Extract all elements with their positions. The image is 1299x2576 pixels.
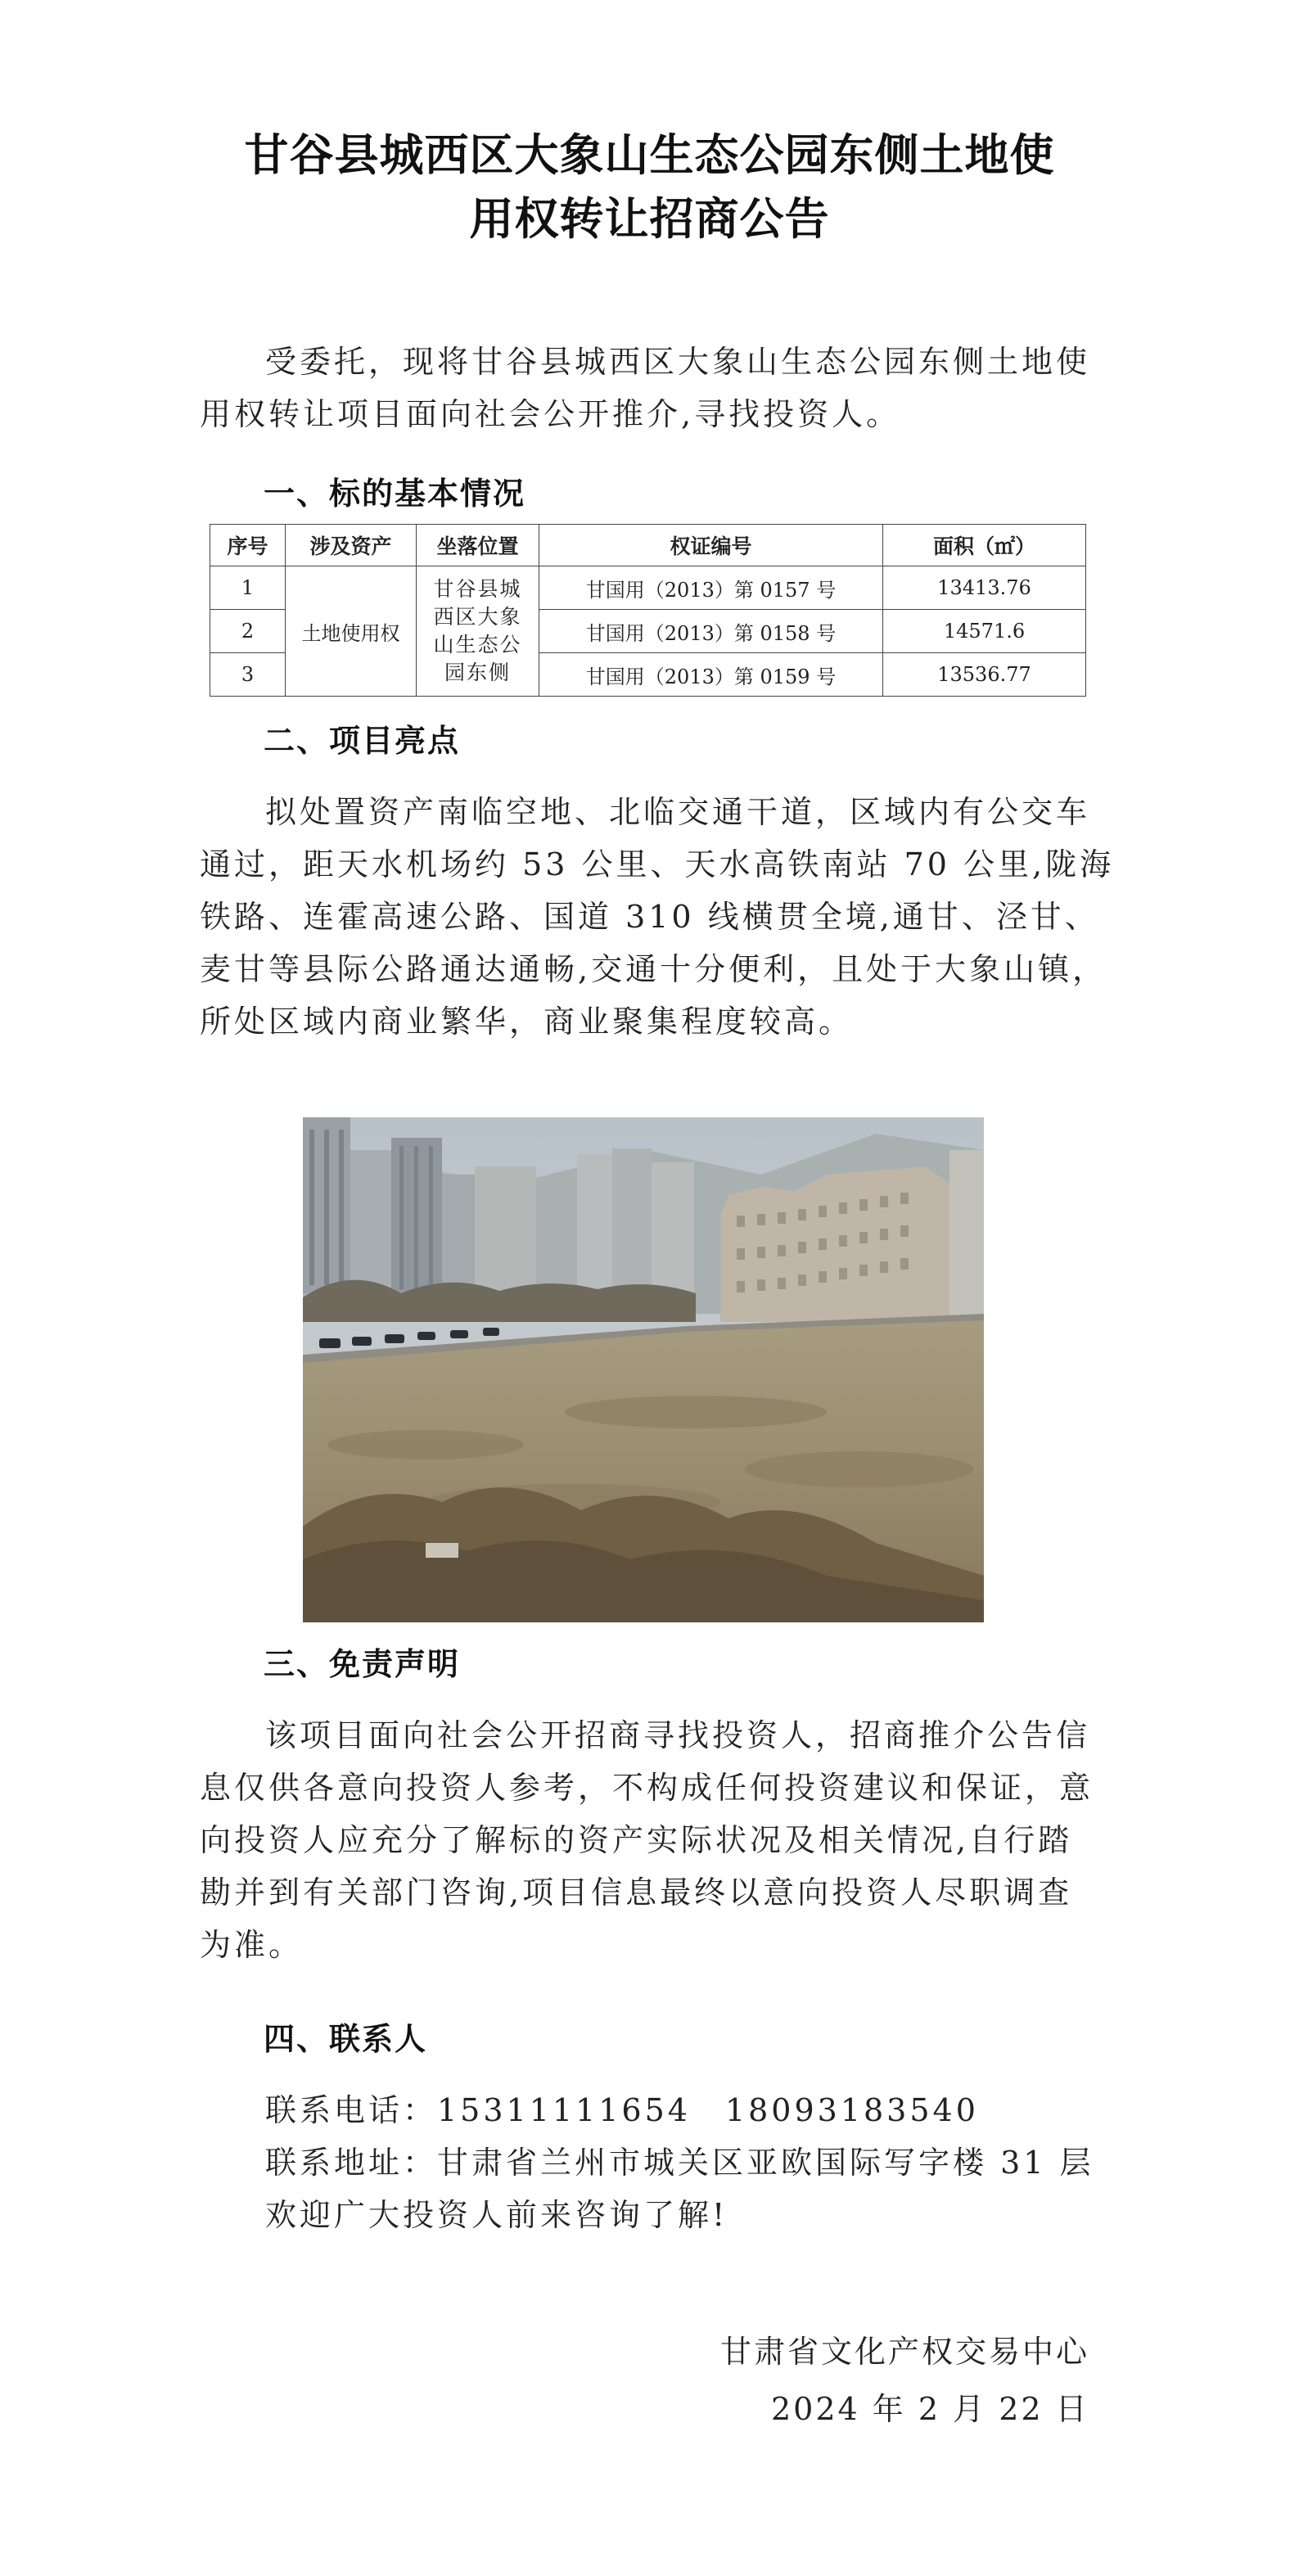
row-number-cell: 3 — [210, 653, 286, 697]
site-photo — [303, 1117, 984, 1622]
table-header-row — [210, 525, 1086, 566]
disclaimer-line: 该项目面向社会公开招商寻找投资人，招商推介公告信 — [265, 1717, 1091, 1753]
highlights-line: 所处区域内商业繁华，商业聚集程度较高。 — [200, 1004, 854, 1040]
section-heading-contact: 四、联系人 — [264, 2021, 428, 2057]
location-cell — [417, 566, 539, 697]
highlights-line: 铁路、连霍高速公路、国道 310 线横贯全境,通甘、泾甘、 — [200, 899, 1099, 935]
certificate-cell: 甘国用（2013）第 0159 号 — [539, 653, 883, 697]
table-header-cell: 坐落位置 — [417, 525, 539, 566]
section-heading-highlights: 二、项目亮点 — [264, 723, 461, 759]
contact-phone: 联系电话：15311111654 18093183540 — [265, 2092, 979, 2128]
asset-table — [210, 524, 1086, 697]
section-heading-basic-info: 一、标的基本情况 — [264, 476, 526, 512]
table-header-cell: 面积（㎡） — [883, 525, 1086, 566]
location-text-line: 西区大象 — [433, 605, 522, 629]
document-title-line-2: 用权转让招商公告 — [469, 193, 830, 245]
highlights-line: 拟处置资产南临空地、北临交通干道，区域内有公交车 — [265, 794, 1091, 830]
asset-type-cell: 土地使用权 — [286, 566, 417, 697]
welcome-text: 欢迎广大投资人前来咨询了解! — [265, 2197, 728, 2233]
issuer-organization: 甘肃省文化产权交易中心 — [720, 2334, 1090, 2370]
location-text-line: 山生态公 — [433, 633, 522, 656]
location-text-line: 园东侧 — [444, 661, 511, 684]
row-number-cell: 1 — [210, 566, 286, 610]
disclaimer-paragraph — [200, 1709, 1100, 1971]
document-title-line-1: 甘谷县城西区大象山生态公园东侧土地使 — [244, 129, 1055, 181]
location-text-line: 甘谷县城 — [433, 577, 522, 601]
intro-line: 用权转让项目面向社会公开推介,寻找投资人。 — [200, 396, 901, 432]
intro-line: 受委托，现将甘谷县城西区大象山生态公园东侧土地使 — [265, 344, 1091, 380]
highlights-line: 通过，距天水机场约 53 公里、天水高铁南站 70 公里,陇海 — [200, 846, 1115, 882]
table-row — [210, 566, 1086, 610]
highlights-paragraph — [200, 786, 1115, 1048]
issue-date: 2024 年 2 月 22 日 — [771, 2391, 1089, 2427]
contact-block — [200, 2084, 1100, 2241]
disclaimer-line: 息仅供各意向投资人参考，不构成任何投资建议和保证，意 — [200, 1770, 1094, 1806]
row-number-cell: 2 — [210, 610, 286, 653]
area-cell: 13413.76 — [883, 566, 1086, 610]
disclaimer-line: 勘并到有关部门咨询,项目信息最终以意向投资人尽职调查 — [200, 1874, 1073, 1911]
section-heading-disclaimer: 三、免责声明 — [264, 1646, 461, 1682]
table-header-cell: 涉及资产 — [286, 525, 417, 566]
table-header-cell: 权证编号 — [539, 525, 883, 566]
highlights-line: 麦甘等县际公路通达通畅,交通十分便利，且处于大象山镇， — [200, 951, 1107, 987]
area-cell: 14571.6 — [883, 610, 1086, 653]
disclaimer-line: 向投资人应充分了解标的资产实际状况及相关情况,自行踏 — [200, 1822, 1073, 1858]
area-cell: 13536.77 — [883, 653, 1086, 697]
intro-paragraph — [200, 336, 1100, 440]
contact-address: 联系地址：甘肃省兰州市城关区亚欧国际写字楼 31 层 — [265, 2145, 1094, 2181]
table-header-cell: 序号 — [210, 525, 286, 566]
disclaimer-line: 为准。 — [200, 1927, 304, 1963]
certificate-cell: 甘国用（2013）第 0158 号 — [539, 610, 883, 653]
certificate-cell: 甘国用（2013）第 0157 号 — [539, 566, 883, 610]
